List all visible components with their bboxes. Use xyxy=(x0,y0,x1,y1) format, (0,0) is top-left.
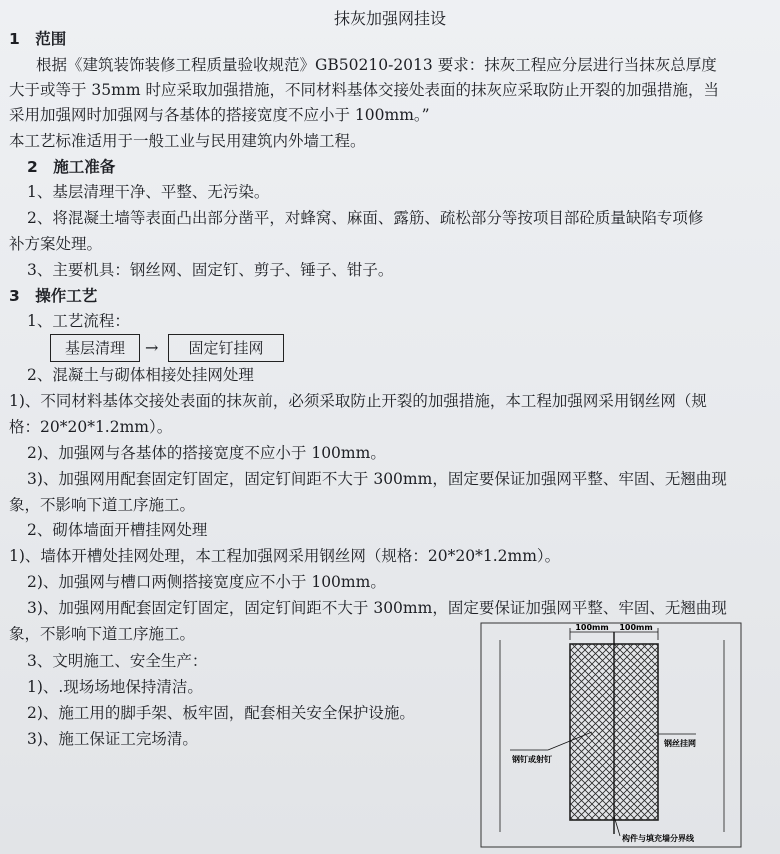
paragraph-line: 大于或等于 35mm 时应采取加强措施，不同材料基体交接处表面的抹灰应采取防止开裂的加强措施，当 xyxy=(9,81,719,99)
dimension-label-left: 100mm xyxy=(575,623,609,632)
section-3-heading: 3 操作工艺 xyxy=(9,287,98,305)
paragraph-line: 采用加强网时加强网与各基体的搭接宽度不应小于 100mm。” xyxy=(9,106,430,124)
list-item: 1)、墙体开槽处挂网处理，本工程加强网采用钢丝网（规格：20*20*1.2mm）。 xyxy=(9,547,561,565)
boundary-label: 构件与填充墙分界线 xyxy=(622,834,694,843)
list-item: 2)、加强网与槽口两侧搭接宽度应不小于 100mm。 xyxy=(27,573,386,591)
mesh-diagram xyxy=(480,622,742,848)
list-item-continued: 格：20*20*1.2mm）。 xyxy=(9,418,173,436)
list-item: 2)、加强网与各基体的搭接宽度不应小于 100mm。 xyxy=(27,444,386,462)
list-item: 3、主要机具：钢丝网、固定钉、剪子、锤子、钳子。 xyxy=(27,261,394,279)
subsection-title: 3、文明施工、安全生产： xyxy=(27,652,208,670)
list-item: 1)、.现场场地保持清洁。 xyxy=(27,678,203,696)
mesh-diagram-svg xyxy=(480,622,742,848)
section-1-heading: 1 范围 xyxy=(9,30,67,48)
section-2-heading: 2 施工准备 xyxy=(27,158,116,176)
list-item: 2、将混凝土墙等表面凸出部分凿平，对蜂窝、麻面、露筋、疏松部分等按项目部砼质量缺陷专项修 xyxy=(27,209,704,227)
paragraph-line: 本工艺标准适用于一般工业与民用建筑内外墙工程。 xyxy=(9,132,366,150)
flow-step-box: 基层清理 xyxy=(50,334,140,362)
dimension-label-right: 100mm xyxy=(619,623,653,632)
document-title: 抹灰加强网挂设 xyxy=(333,9,446,28)
list-item: 1)、不同材料基体交接处表面的抹灰前，必须采取防止开裂的加强措施，本工程加强网采用钢丝网（规 xyxy=(9,392,707,410)
subsection-title: 2、砌体墙面开槽挂网处理 xyxy=(27,521,208,539)
list-item: 2)、施工用的脚手架、板牢固，配套相关安全保护设施。 xyxy=(27,704,415,722)
nail-label: 钢钉或射钉 xyxy=(512,755,552,764)
list-item-continued: 象，不影响下道工序施工。 xyxy=(9,625,196,643)
list-item: 3)、加强网用配套固定钉固定，固定钉间距不大于 300mm，固定要保证加强网平整、牢固、无翘曲现 xyxy=(27,470,727,488)
list-item-continued: 补方案处理。 xyxy=(9,235,103,253)
paragraph-line: 根据《建筑装饰装修工程质量验收规范》GB50210-2013 要求：抹灰工程应分层进行当抹灰总厚度 xyxy=(36,56,717,74)
list-item-continued: 象，不影响下道工序施工。 xyxy=(9,496,196,514)
flow-step-box: 固定钉挂网 xyxy=(168,334,284,362)
subsection-title: 1、工艺流程： xyxy=(27,312,130,330)
flow-arrow-icon: → xyxy=(145,338,159,357)
mesh-label: 钢丝挂网 xyxy=(664,739,696,748)
subsection-title: 2、混凝土与砌体相接处挂网处理 xyxy=(27,366,254,384)
list-item: 1、基层清理干净、平整、无污染。 xyxy=(27,183,270,201)
list-item: 3)、施工保证工完场清。 xyxy=(27,730,198,748)
list-item: 3)、加强网用配套固定钉固定，固定钉间距不大于 300mm，固定要保证加强网平整、牢固、无翘曲现 xyxy=(27,599,727,617)
